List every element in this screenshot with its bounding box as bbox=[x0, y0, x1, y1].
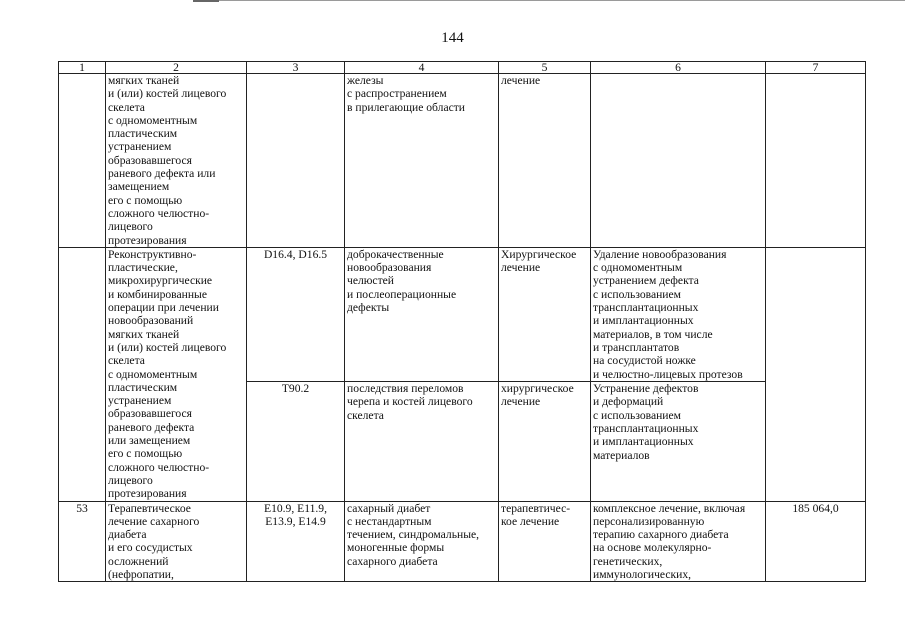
cost-cell: 185 064,0 bbox=[766, 501, 866, 582]
treatment-method-cell: Удаление новообразования с одномоментным устранением дефекта с использованием трансплантационных и имплантационных материалов, в том числе и трансплантатов на сосудистой ножке и челюстно-лицевых протезов bbox=[591, 247, 766, 381]
icd-codes-cell: D16.4, D16.5 bbox=[247, 247, 345, 381]
patient-model-cell: доброкачественные новообразования челюстей и послеоперационные дефекты bbox=[345, 247, 499, 381]
treatment-method-cell bbox=[591, 74, 766, 248]
row-number-cell bbox=[59, 247, 106, 501]
patient-model-cell: последствия переломов черепа и костей лицевого скелета bbox=[345, 382, 499, 501]
icd-codes-cell bbox=[247, 74, 345, 248]
row-number-cell: 53 bbox=[59, 501, 106, 582]
column-header: 2 bbox=[106, 62, 247, 74]
top-rule-mark bbox=[193, 0, 219, 2]
column-header: 7 bbox=[766, 62, 866, 74]
column-header: 3 bbox=[247, 62, 345, 74]
cost-cell bbox=[766, 74, 866, 248]
cost-cell bbox=[766, 247, 866, 501]
column-header: 5 bbox=[499, 62, 591, 74]
icd-codes-cell: T90.2 bbox=[247, 382, 345, 501]
column-header: 6 bbox=[591, 62, 766, 74]
column-number-row bbox=[59, 62, 866, 74]
table-row-reconstructive-d16 bbox=[59, 247, 866, 381]
care-type-cell: Терапевтическое лечение сахарного диабета и его сосудистых осложнений (нефропатии, bbox=[106, 501, 247, 582]
column-header: 4 bbox=[345, 62, 499, 74]
patient-model-cell: железы с распространением в прилегающие области bbox=[345, 74, 499, 248]
care-type-cell: Реконструктивно- пластические, микрохирургические и комбинированные операции при лечении новообразований мягких тканей и (или) костей лицевого скелета с одномоментным пластическим устранением образовавшегося раневого дефекта или замещением его с помощью сложного челюстно- лицевого протезирования bbox=[106, 247, 247, 501]
icd-codes-cell: E10.9, E11.9, E13.9, E14.9 bbox=[247, 501, 345, 582]
row-number-cell bbox=[59, 74, 106, 248]
treatment-type-cell: Хирургическое лечение bbox=[499, 247, 591, 381]
treatment-type-cell: терапевтичес- кое лечение bbox=[499, 501, 591, 582]
column-header: 1 bbox=[59, 62, 106, 74]
page-number: 144 bbox=[441, 30, 464, 46]
table-row-continued bbox=[59, 74, 866, 248]
table-row-53 bbox=[59, 501, 866, 582]
treatment-method-cell: Устранение дефектов и деформаций с использованием трансплантационных и имплантационных материалов bbox=[591, 382, 766, 501]
treatment-method-cell: комплексное лечение, включая персонализированную терапию сахарного диабета на основе молекулярно- генетических, иммунологических, bbox=[591, 501, 766, 582]
treatment-type-cell: лечение bbox=[499, 74, 591, 248]
treatment-type-cell: хирургическое лечение bbox=[499, 382, 591, 501]
treatment-table bbox=[58, 61, 866, 582]
care-type-cell: мягких тканей и (или) костей лицевого скелета с одномоментным пластическим устранением образовавшегося раневого дефекта или замещением его с помощью сложного челюстно- лицевого протезирования bbox=[106, 74, 247, 248]
top-rule bbox=[193, 0, 905, 1]
patient-model-cell: сахарный диабет с нестандартным течением, синдромальные, моногенные формы сахарного диабета bbox=[345, 501, 499, 582]
